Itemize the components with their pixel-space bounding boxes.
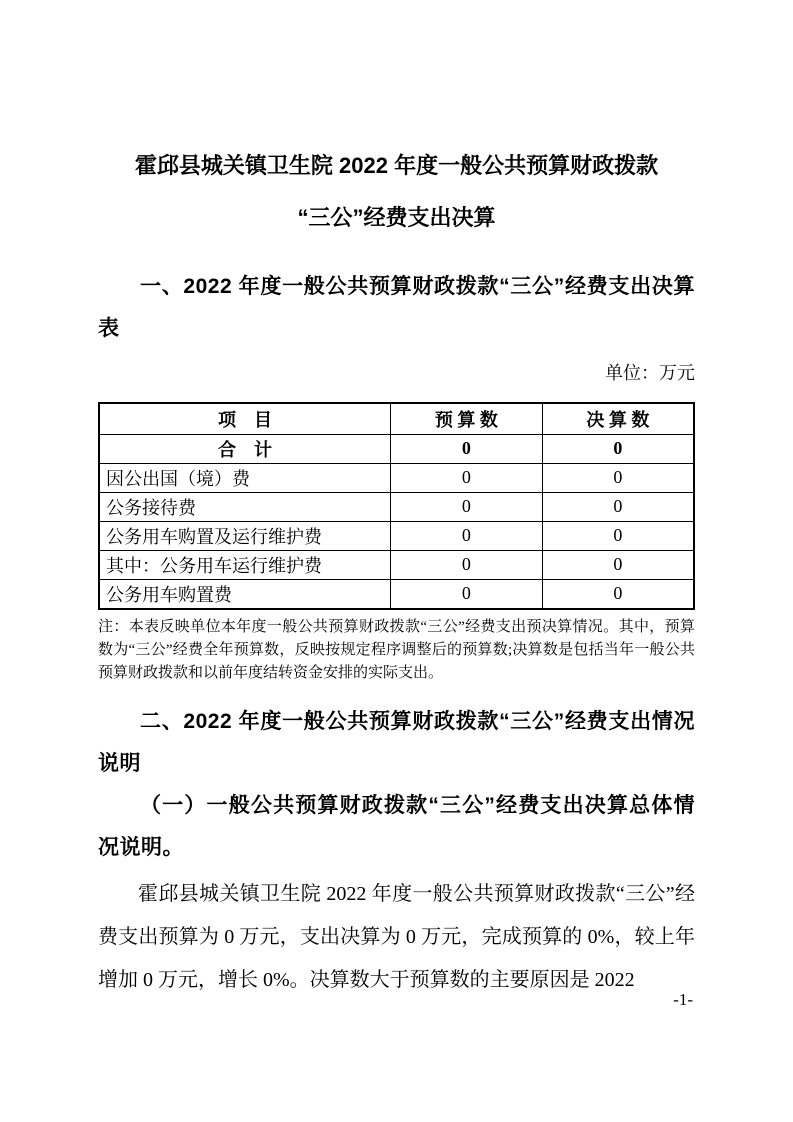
- table-row: [99, 521, 694, 550]
- row-budget-value: 0: [391, 434, 543, 463]
- row-final-value: 0: [542, 492, 694, 521]
- row-final-value: 0: [542, 521, 694, 550]
- table-row: [99, 550, 694, 579]
- row-item-label: 其中：公务用车运行维护费: [99, 550, 391, 579]
- row-item-label: 因公出国（境）费: [99, 463, 391, 492]
- column-header-budget: 预 算 数: [391, 403, 543, 434]
- table-row: [99, 492, 694, 521]
- table-row-total: [99, 434, 694, 463]
- subsection-1-heading: （一）一般公共预算财政拨款“三公”经费支出决算总体情况说明。: [98, 793, 695, 859]
- row-budget-value: 0: [391, 550, 543, 579]
- row-budget-value: 0: [391, 463, 543, 492]
- column-header-item: 项 目: [99, 403, 391, 434]
- table-row: [99, 463, 694, 492]
- row-item-label: 公务用车购置及运行维护费: [99, 521, 391, 550]
- row-budget-value: 0: [391, 521, 543, 550]
- document-title-line-1: 霍邱县城关镇卫生院 2022 年度一般公共预算财政拨款: [134, 153, 659, 178]
- body-paragraph: 霍邱县城关镇卫生院 2022 年度一般公共预算财政拨款“三公”经费支出预算为 0 万元，支出决算为 0 万元，完成预算的 0%，较上年增加 0 万元，增长 0%。决算数大于预算数的主要原因是 2022: [98, 882, 695, 991]
- section-2-heading: 二、2022 年度一般公共预算财政拨款“三公”经费支出情况说明: [98, 709, 695, 775]
- table-footnote: 注：本表反映单位本年度一般公共预算财政拨款“三公”经费支出预决算情况。其中，预算数为“三公”经费全年预算数，反映按规定程序调整后的预算数;决算数是包括当年一般公共预算财政拨款和以前年度结转资金安排的实际支出。: [98, 618, 695, 681]
- unit-label: 单位：万元: [605, 363, 695, 383]
- section-1-heading: 一、2022 年度一般公共预算财政拨款“三公”经费支出决算表: [98, 275, 695, 340]
- row-budget-value: 0: [391, 492, 543, 521]
- row-budget-value: 0: [391, 579, 543, 609]
- row-final-value: 0: [542, 579, 694, 609]
- row-item-label: 合 计: [99, 434, 391, 463]
- row-final-value: 0: [542, 434, 694, 463]
- column-header-final: 决 算 数: [542, 403, 694, 434]
- page-number: -1-: [673, 990, 693, 1009]
- row-item-label: 公务接待费: [99, 492, 391, 521]
- table-row: [99, 579, 694, 609]
- row-final-value: 0: [542, 550, 694, 579]
- document-title: [98, 140, 695, 244]
- table-header-row: [99, 403, 694, 434]
- row-item-label: 公务用车购置费: [99, 579, 391, 609]
- three-public-expense-table: [98, 402, 695, 610]
- row-final-value: 0: [542, 463, 694, 492]
- document-title-line-2: “三公”经费支出决算: [297, 205, 496, 230]
